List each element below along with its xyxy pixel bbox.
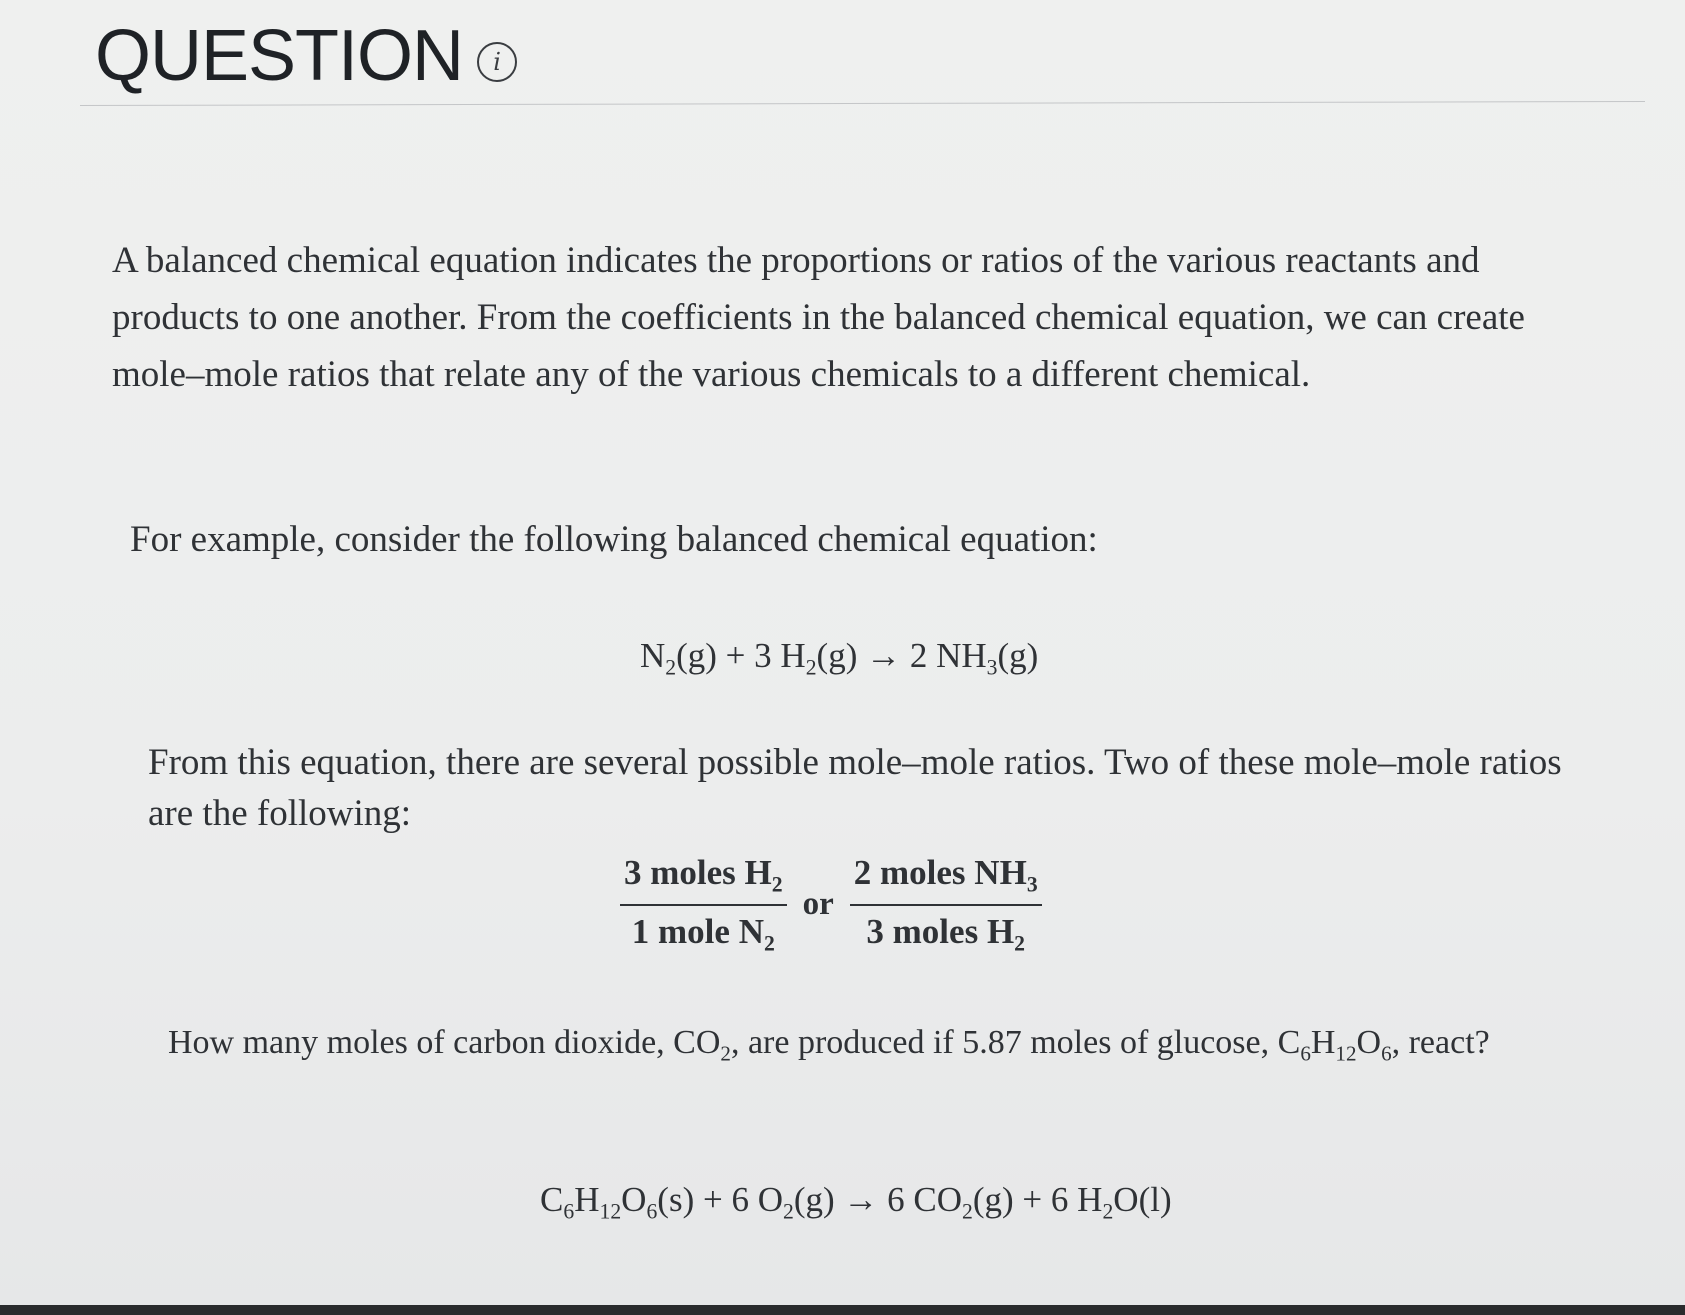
intro-paragraph: A balanced chemical equation indicates the proportions or ratios of the various reactants and products to one another. From the coefficients in the balanced chemical equation, we can create mole–mole ratios that relate any of the various chemicals to a different chemical.	[112, 240, 1525, 395]
glucose-combustion-equation: $C_6H_{12}O_6(s) + 6$ $O_2(g) \to 6$ $CO_2(g) + 6$ $H_2O(l)$	[540, 1180, 1172, 1224]
example-intro: For example, consider the following balanced chemical equation:	[130, 519, 1098, 560]
ratio-numerator: 2 moles $NH_3$	[850, 853, 1042, 906]
ratio-denominator: 3 moles $H_2$	[866, 911, 1026, 956]
or-label: or	[802, 886, 834, 923]
mole-ratios	[620, 853, 1042, 956]
ratio-h2-n2	[620, 853, 787, 956]
ratio-nh3-h2	[850, 853, 1042, 956]
question-header	[95, 16, 517, 96]
info-icon[interactable]: i	[477, 42, 517, 82]
header-divider	[80, 101, 1645, 106]
ratio-denominator: 1 mole $N_2$	[631, 911, 775, 956]
question-text: How many moles of carbon dioxide, $CO_2$, are produced if 5.87 moles of glucose, $C_6H_{12}O_6$, react?	[168, 1024, 1490, 1066]
ratio-numerator: 3 moles $H_2$	[620, 853, 787, 906]
page-title: QUESTION	[95, 16, 464, 96]
ammonia-equation: $N_2(g) + 3$ $H_2(g) \to 2$ $NH_3(g)$	[640, 636, 1039, 680]
screen-bezel	[0, 1305, 1685, 1315]
ratios-intro: From this equation, there are several possible mole–mole ratios. Two of these mole–mole ratios are the following:	[148, 742, 1562, 834]
